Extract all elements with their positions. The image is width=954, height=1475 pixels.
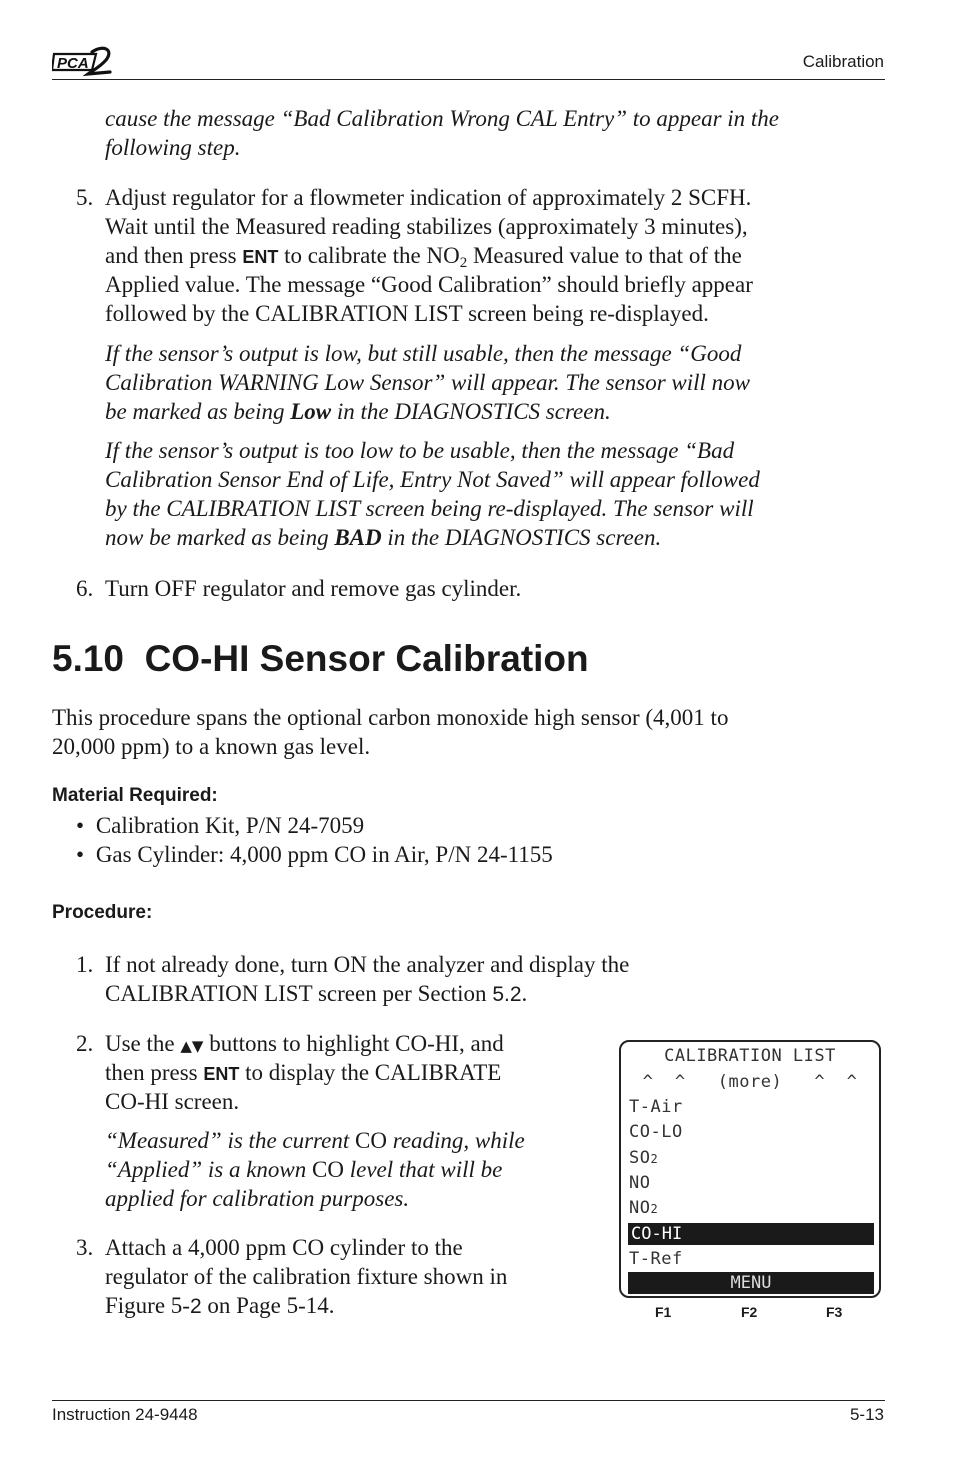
- note-bad-line-1: If the sensor’s output is too low to be usable, then the message “Bad: [105, 438, 735, 463]
- lcd-menu-bar: MENU: [628, 1272, 874, 1294]
- footer-instruction: Instruction 24-9448: [52, 1405, 198, 1424]
- up-down-arrows-icon: ▲▼: [180, 1037, 204, 1055]
- pca2-logo: [52, 44, 114, 76]
- ent-key: ENT: [242, 247, 279, 267]
- proc-step-2-line-2: then press ENT to display the CALIBRATE: [105, 1060, 502, 1085]
- lcd-item-t-air: T-Air: [629, 1097, 683, 1117]
- note-2-line-1: “Measured” is the current CO reading, while: [105, 1128, 525, 1153]
- note-bad-line-2: Calibration Sensor End of Life, Entry Not Saved” will appear followed: [105, 467, 760, 492]
- step-5-line-4: Applied value. The message “Good Calibration” should briefly appear: [105, 272, 753, 297]
- note-2-line-3: applied for calibration purposes.: [105, 1186, 410, 1211]
- proc-step-1-line-2: CALIBRATION LIST screen per Section 5.2.: [105, 981, 528, 1006]
- note-bad-line-4: now be marked as being BAD in the DIAGNOSTICS screen.: [105, 525, 662, 550]
- lcd-item-co-lo: CO-LO: [629, 1122, 683, 1142]
- f1-key-label: F1: [655, 1304, 672, 1320]
- step-5-line-2: Wait until the Measured reading stabilizes (approximately 3 minutes),: [105, 214, 748, 239]
- header-section-title: Calibration: [802, 52, 884, 71]
- lcd-item-co-hi-selected: CO-HI: [628, 1223, 874, 1245]
- step-5-line-3: and then press ENT to calibrate the $NO_2$ Measured value to that of the: [105, 243, 742, 271]
- section-ref-link[interactable]: 5.2: [492, 983, 522, 1006]
- procedure-heading: Procedure:: [52, 902, 153, 923]
- calibration-list-screen: [619, 1040, 881, 1298]
- proc-step-3-line-3: Figure 5-2 on Page 5-14.: [105, 1293, 335, 1318]
- lcd-item-no2: NO2: [629, 1198, 659, 1218]
- material-item-1: • Calibration Kit, P/N 24-7059: [76, 813, 365, 838]
- footer-rule: [52, 1400, 885, 1401]
- f3-key-label: F3: [826, 1304, 843, 1320]
- lcd-title: CALIBRATION LIST: [664, 1046, 836, 1066]
- footer-page-number: 5-13: [849, 1405, 884, 1424]
- lcd-nav-more: ^ ^ (more) ^ ^: [642, 1072, 858, 1092]
- step-5-line-5: followed by the CALIBRATION LIST screen being re-displayed.: [105, 301, 709, 326]
- intro-italic-line-1: cause the message “Bad Calibration Wrong CAL Entry” to appear in the: [105, 106, 780, 131]
- ent-key: ENT: [203, 1064, 240, 1084]
- note-2-line-2: “Applied” is a known CO level that will be: [105, 1157, 503, 1182]
- step-6-text: Turn OFF regulator and remove gas cylinder.: [105, 576, 522, 601]
- note-bad-line-3: by the CALIBRATION LIST screen being re-displayed. The sensor will: [105, 496, 754, 521]
- proc-step-2-line-1: Use the ▲▼ buttons to highlight CO-HI, and: [105, 1031, 504, 1056]
- f2-key-label: F2: [741, 1304, 758, 1320]
- proc-step-3-line-1: Attach a 4,000 ppm CO cylinder to the: [105, 1235, 463, 1260]
- note-low-line-2: Calibration WARNING Low Sensor” will appear. The sensor will now: [105, 370, 751, 395]
- proc-step-2-number: 2.: [76, 1031, 94, 1056]
- figure-ref-link[interactable]: 2: [189, 1295, 202, 1318]
- note-low-line-1: If the sensor’s output is low, but still usable, then the message “Good: [105, 341, 742, 366]
- proc-step-3-number: 3.: [76, 1235, 94, 1260]
- proc-step-3-line-2: regulator of the calibration fixture shown in: [105, 1264, 508, 1289]
- intro-italic-line-2: following step.: [105, 135, 241, 160]
- section-intro-line-2: 20,000 ppm) to a known gas level.: [52, 734, 371, 759]
- lcd-item-t-ref: T-Ref: [629, 1249, 683, 1269]
- material-heading: Material Required:: [52, 785, 218, 806]
- svg-text:PCA: PCA: [57, 55, 89, 72]
- proc-step-1-line-1: If not already done, turn ON the analyzer and display the: [105, 952, 630, 977]
- section-title: 5.10 CO-HI Sensor Calibration: [52, 638, 589, 679]
- step-5-line-1: Adjust regulator for a flowmeter indication of approximately 2 SCFH.: [105, 185, 752, 210]
- step-6-number: 6.: [76, 576, 94, 601]
- section-intro-line-1: This procedure spans the optional carbon monoxide high sensor (4,001 to: [52, 705, 729, 730]
- note-low-line-3: be marked as being Low in the DIAGNOSTICS screen.: [105, 399, 611, 424]
- lcd-item-so2: SO2: [629, 1148, 659, 1168]
- step-5-number: 5.: [76, 185, 94, 210]
- material-item-2: • Gas Cylinder: 4,000 ppm CO in Air, P/N 24-1155: [76, 842, 553, 867]
- lcd-item-no: NO: [629, 1173, 651, 1193]
- proc-step-1-number: 1.: [76, 952, 94, 977]
- header-rule: [52, 79, 885, 80]
- proc-step-2-line-3: CO-HI screen.: [105, 1089, 240, 1114]
